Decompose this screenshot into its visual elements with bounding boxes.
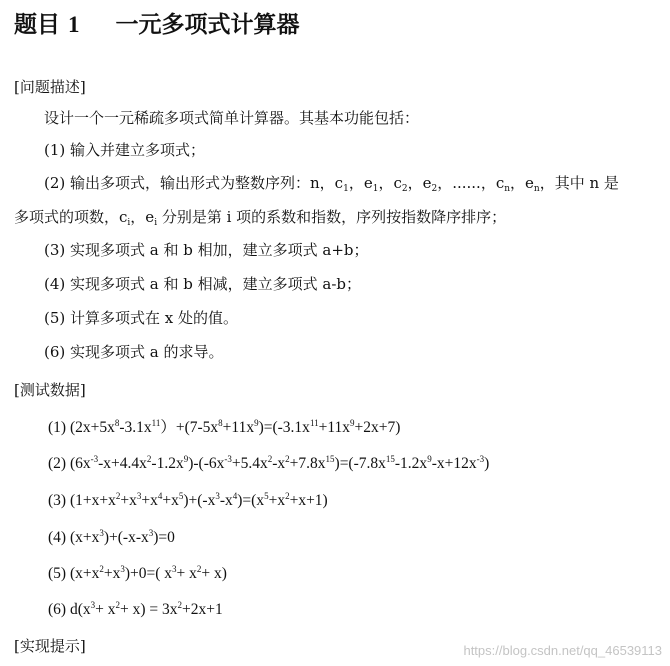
problem-item-1: (1) 输入并建立多项式； (44, 141, 206, 159)
problem-item-6: (6) 实现多项式 a 的求导。 (44, 343, 224, 361)
page-title (14, 6, 300, 39)
test-item-4: (4) $(x+x^3)+(-x-x^3)=0$ (48, 528, 175, 546)
problem-item-2: (2) 输出多项式，输出形式为整数序列：n，$c_1$，$e_1$，$c_2$，$e_2$，......，$c_n$，$e_n$，其中 n 是 (44, 174, 619, 194)
problem-item-5: (5) 计算多项式在 x 处的值。 (44, 309, 239, 327)
section-heading-problem: [问题描述] (14, 78, 86, 96)
test-item-5: (5) $(x+x^2+x^3)+0=$( $x^3+ x^2+ x$) (48, 564, 227, 582)
section-heading-hints: [实现提示] (14, 637, 86, 655)
title-prefix: 题目 (14, 12, 60, 38)
problem-item-4: (4) 实现多项式 a 和 b 相减，建立多项式 a-b； (44, 275, 362, 293)
title-text: 一元多项式计算器 (115, 12, 300, 38)
test-item-1: (1) $(2x+5x^8-3.1x^{11})+(7-5x^8+11x^9)=(-3.1x^{11}+11x^9+2x+7)$ (48, 418, 401, 436)
problem-intro: 设计一个一元稀疏多项式简单计算器。其基本功能包括： (44, 109, 420, 127)
test-item-3: (3) $(1+x+x^2+x^3+x^4+x^5)+(-x^3-x^4)=(x^5+x^2+x+1)$ (48, 491, 328, 509)
test-item-6: (6) $d(x^3+ x^2+ x) = 3x^2+2x+1$ (48, 600, 223, 618)
title-number: 1 (68, 12, 80, 37)
problem-item-3: (3) 实现多项式 a 和 b 相加，建立多项式 a+b； (44, 241, 369, 259)
problem-item-2-continued: 多项式的项数，$c_i$，$e_i$ 分别是第 i 项的系数和指数，序列按指数降序排序； (14, 208, 507, 228)
section-heading-tests: [测试数据] (14, 381, 86, 399)
test-item-2: (2) $(6x^{-3}-x+4.4x^2-1.2x^9)-(-6x^{-3}+5.4x^2-x^2+7.8x^{15})=(-7.8x^{15}-1.2x^9-x+12x^{-3})$ (48, 454, 490, 472)
watermark: https://blog.csdn.net/qq_46539113 (463, 643, 662, 658)
